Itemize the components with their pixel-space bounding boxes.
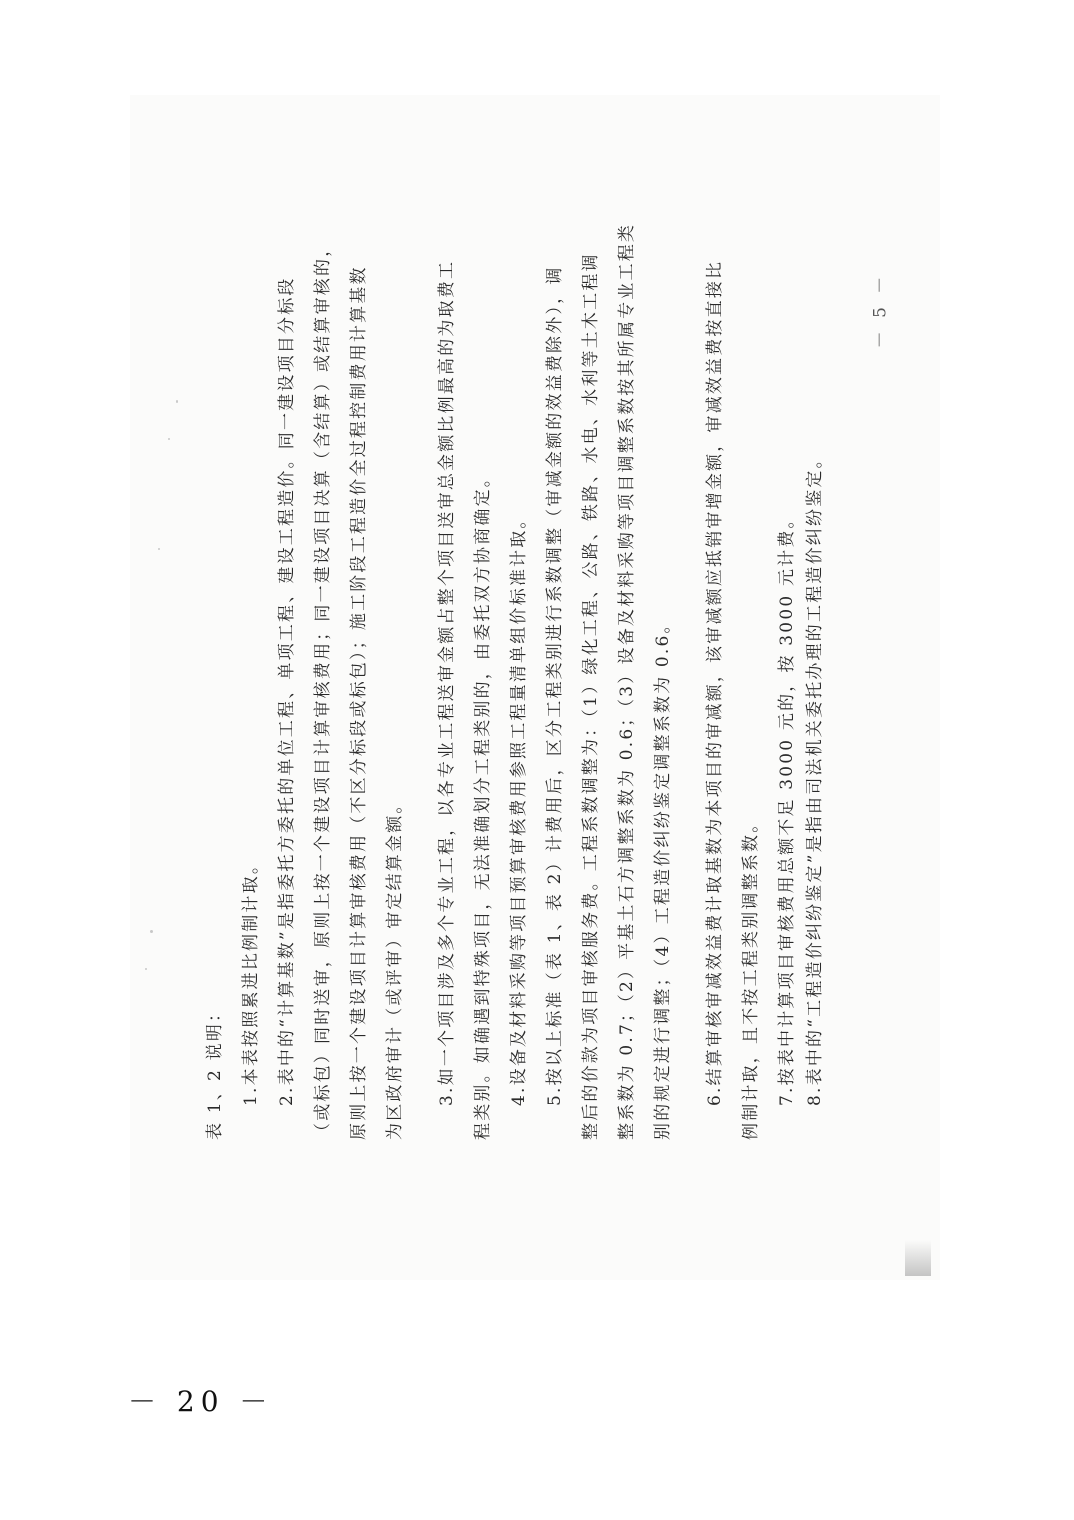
note-line: 8.表中的“工程造价纠纷鉴定”是指由司法机关委托办理的工程造价纠纷鉴定。 [805,449,825,1106]
note-line: 7.按表中计算项目审核费用总额不足 3000 元的，按 3000 元计费。 [777,509,797,1106]
note-line: （或标包）同时送审，原则上按一个建设项目计算审核费用；同一建设项目决算（含结算）或结算审核的， [313,237,333,1140]
note-line: 别的规定进行调整；（4）工程造价纠纷鉴定调整系数为 0.6。 [653,614,673,1140]
note-line: 整后的价款为项目审核服务费。工程系数调整为：（1）绿化工程、公路、铁路、水电、水利等土木工程调 [581,252,601,1140]
note-line: 3.如一个项目涉及多个专业工程，以各专业工程送审金额占整个项目送审总金额比例最高的为取费工 [437,259,457,1106]
scan-speck [176,400,178,403]
note-line: 例制计取，且不按工程类别调整系数。 [741,813,761,1140]
note-line: 6.结算审核审减效益费计取基数为本项目的审减额，该审减额应抵销审增金额，审减效益费按直接比 [705,259,725,1106]
note-line: 1.本表按照累进比例制计取。 [241,854,261,1106]
inner-page-number: － 5 － [870,272,891,349]
note-line: 5.按以上标准（表 1、表 2）计费用后，区分工程类别进行系数调整（审减金额的效益费除外），调 [545,265,565,1106]
note-line: 2.表中的“计算基数”是指委托方委托的单位工程、单项工程、建设工程造价。同一建设项目分标段 [277,276,297,1106]
scan-speck [158,548,160,550]
scan-speck [145,968,147,970]
note-line: 为区政府审计（或评审）审定结算金额。 [385,794,405,1140]
page-number: － 20 － [128,1385,274,1418]
scan-speck [150,930,153,933]
scan-edge-mark [905,1240,931,1276]
rotated-text-block [205,222,875,1140]
note-line: 4.设备及材料采购等项目预算审核费用参照工程量清单组价标准计取。 [509,509,529,1106]
notes-heading: 表 1、2 说明： [205,1002,225,1140]
note-line: 原则上按一个建设项目计算审核费用（不区分标段或标包）；施工阶段工程造价全过程控制费用计算基数 [349,265,369,1140]
note-line: 程类别。如确遇到特殊项目，无法准确划分工程类别的，由委托双方协商确定。 [473,468,493,1140]
scan-speck [168,438,170,440]
note-line: 整系数为 0.7；（2）平基土石方调整系数为 0.6；（3）设备及材料采购等项目调整系数按其所属专业工程类 [617,222,637,1140]
